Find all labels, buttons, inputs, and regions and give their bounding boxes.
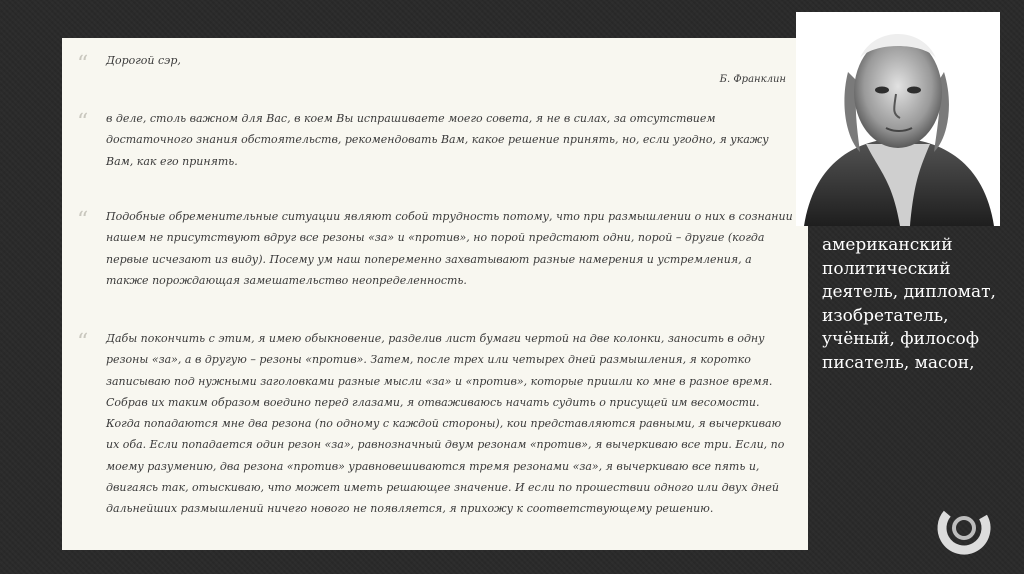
quote-icon: “	[77, 52, 89, 77]
bio-text: американский политический деятель, дипломат, изобретатель, учёный, философ писатель, масон,	[822, 235, 996, 373]
franklin-portrait-icon	[796, 12, 1000, 226]
portrait-image	[796, 12, 1000, 226]
letter-signature: Б. Франклин	[719, 74, 786, 85]
ring-logo-icon	[933, 497, 995, 559]
letter-paragraph-3: Дабы покончить с этим, я имею обыкновение, разделив лист бумаги чертой на две колонки, заносить в одну резоны «за», а в другую – резоны «против». Затем, после трех или четырех дней размышления, я коротко записываю под нужными заголовками разные мысли «за» и «против», которые пришли ко мне в разное время. Собрав их таким образом воедино перед глазами, я отваживаюсь начать судить о присущей им весомости. Когда попадаются мне два резона (по одному с каждой стороны), кои представляются равными, я вычеркиваю их оба. Если попадается один резон «за», равнозначный двум резонам «против», я вычеркиваю все три. Если, по моему разумению, два резона «против» уравновешиваются тремя резонами «за», я вычеркиваю все пять и, двигаясь так, отыскиваю, что может иметь решающее значение. И если по прошествии одного или двух дней дальнейших размышлений ничего нового не появляется, я прихожу к соответствующему решению.	[106, 332, 785, 516]
quote-icon: “	[77, 330, 89, 355]
letter-paragraph-2: Подобные обременительные ситуации являют собой трудность потому, что при размышлении о них в сознании нашем не присутствуют вдруг все резоны «за» и «против», но порой предстают одни, порой – другие (когда первые исчезают из виду). Посему ум наш попеременно захватывают разные намерения и устремления, а также порождающая замешательство неопределенность.	[106, 210, 793, 287]
letter-greeting: Дорогой сэр,	[106, 54, 181, 67]
letter-paragraph-1: в деле, столь важном для Вас, в коем Вы испрашиваете моего совета, я не в силах, за отсутствием достаточного знания обстоятельств, рекомендовать Вам, какое решение принять, но, если угодно, я укажу Вам, как его принять.	[106, 112, 769, 168]
quote-icon: “	[77, 208, 89, 233]
quote-icon: “	[77, 110, 89, 135]
letter-card	[62, 38, 808, 550]
